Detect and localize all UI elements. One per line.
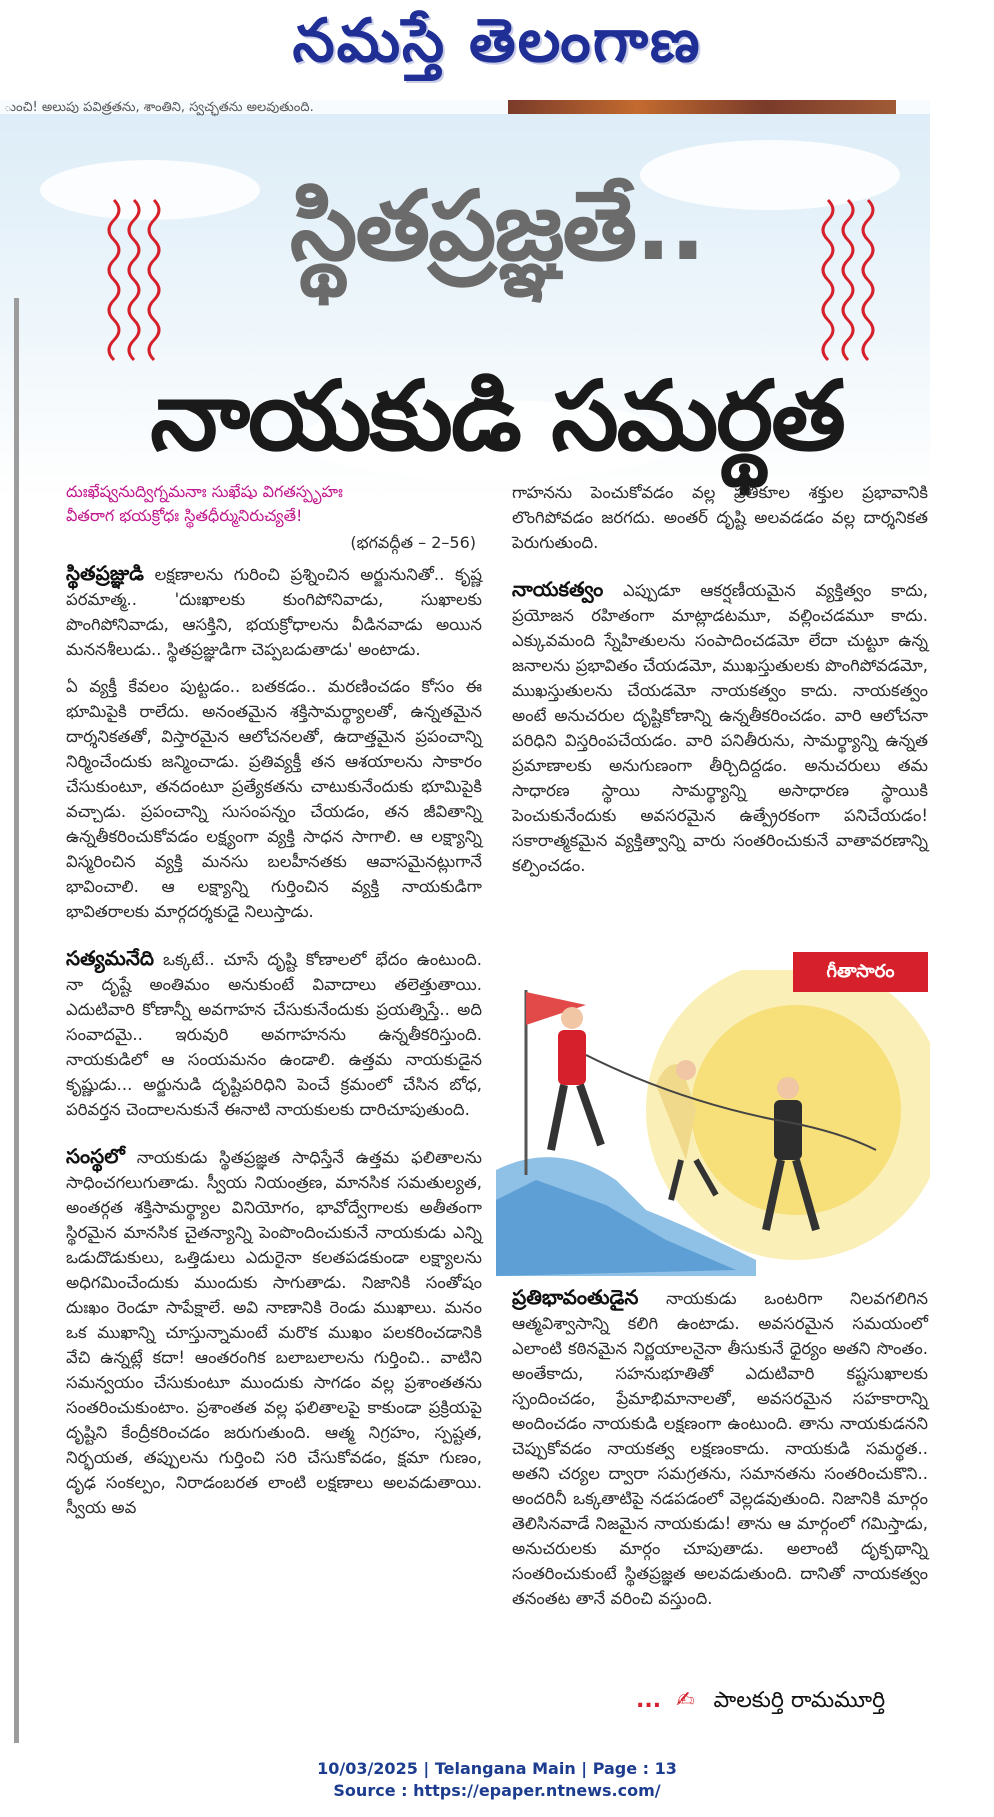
- paragraph: గాహనను పెంచుకోవడం వల్ల ప్రతికూల శక్తుల ప్రభావానికి లొంగిపోవడం జరగదు. అంతర్ దృష్టి అలవడడం వల్ల దార్శనికత పెరుగుతుంది.: [512, 483, 928, 552]
- headline-line-1: స్థితప్రజ్ఞతే..: [289, 170, 705, 282]
- paragraph-lead: సంస్థలో: [66, 1144, 125, 1168]
- team-climbing-illustration-icon: [496, 970, 930, 1276]
- newspaper-logo: నమస్తే తెలంగాణ: [292, 6, 702, 76]
- paragraph: [66, 1144, 482, 1520]
- page-footer: [0, 1758, 994, 1802]
- source-link[interactable]: Source : https://epaper.ntnews.com/: [333, 1781, 661, 1800]
- left-column-rule: [14, 298, 19, 1743]
- hero-strip: [0, 100, 930, 114]
- leadership-illustration: [496, 970, 930, 1276]
- paragraph-lead: సత్యమనేది: [66, 946, 154, 970]
- pen-icon: ✍: [676, 1688, 695, 1713]
- edition-info: 10/03/2025 | Telangana Main | Page : 13: [317, 1759, 677, 1778]
- paragraph: [512, 577, 928, 878]
- section-tag: గీతాసారం: [793, 952, 928, 992]
- paragraph-body: లక్షణాలను గురించి ప్రశ్నించిన అర్జునునితో.. కృష్ణ పరమాత్మ.. 'దుఃఖాలకు కుంగిపోనివాడు, సుఖాలకు పొంగిపోనివాడు, ఆసక్తిని, భయక్రోధాలను వీడినవాడు అయిన మననశీలుడు.. స్థితప్రజ్ఞుడిగా చెప్పబడుతాడు' అంటాడు.: [66, 565, 482, 659]
- masthead: [0, 0, 994, 100]
- paragraph-body: నాయకుడు స్థితప్రజ్ఞత సాధిస్తేనే ఉత్తమ ఫలితాలను సాధించగలుగుతాడు. స్వీయ నియంత్రణ, మానసిక సమతుల్యత, అంతర్గత శక్తిసామర్థ్యాల వినియోగం, భావోద్వేగాలకు అతీతంగా స్థిరమైన మానసిక చైతన్యాన్ని పెంపొందించుకునే నాయకుడు ఎన్ని ఒడుదొడుకులు, ఒత్తిడులు ఎదురైనా కలతపడకుండా లక్ష్యాలను అధిగమించేందుకు ముందుకు సాగుతాడు. నిజానికి సంతోషం దుఃఖం రెండూ సాపేక్షాలే. అవి నాణానికి రెండు ముఖాలు. మనం ఒక ముఖాన్ని చూస్తున్నామంటే మరొక ముఖం పలకరించడానికి వేచి ఉన్నట్లే కదా! ఆంతరంగిక బలాబలాలను గుర్తించి.. వాటిని సమన్వయం చేసుకుంటూ ముందుకు సాగడం వల్ల ప్రశాంతతను సంతరించుకుంటాం. ప్రశాంతత వల్ల ఫలితాలపై కాకుండా ప్రక్రియపై దృష్టిని కేంద్రీకరించడం జరుగుతుంది. ఆత్మ నిగ్రహం, స్పష్టత, నిర్భయత, తప్పులను గుర్తించి సరి చేసుకోవడం, క్షమా గుణం, దృఢ సంకల్పం, నిరాడంబరత లాంటి లక్షణాలు అలవడుతాయి. స్వీయ అవ: [66, 1148, 482, 1517]
- byline-dots: ...: [636, 1688, 662, 1713]
- verse-line-1: దుఃఖేష్వనుద్విగ్నమనాః సుఖేషు విగతస్పృహః: [66, 482, 343, 501]
- verse-reference: (భగవద్గీత – 2–56): [350, 533, 476, 552]
- paragraph-lead: నాయకత్వం: [512, 577, 604, 601]
- paragraph-lead: ప్రతిభావంతుడైన: [512, 1285, 639, 1309]
- paragraph-lead: స్థితప్రజ్ఞుడి: [66, 561, 144, 585]
- previous-article-snippet: ుంచి! అలుపు పవిత్రతను, శాంతిని, స్వచ్ఛతను అలవుతుంది.: [4, 100, 314, 115]
- byline: [636, 1688, 936, 1718]
- headline-line-2: నాయకుడి సమర్థత: [150, 360, 844, 472]
- verse-line-2: వీతరాగ భయక్రోధః స్థితధీర్మునిరుచ్యతే!: [66, 506, 303, 525]
- paragraph-body: ఒక్కటే.. చూసే దృష్టి కోణాలలో భేదం ఉంటుంది. నా దృష్టే అంతిమం అనుకుంటే వివాదాలు తలెత్తుతాయి. ఎదుటివారి కోణాన్నీ అవగాహన చేసుకునేందుకు ప్రయత్నిస్తే.. అది సంవాదమై.. ఇరువురి అవగాహనను ఉన్నతీకరిస్తుంది. నాయకుడిలో ఆ సంయమనం ఉండాలి. ఉత్తమ నాయకుడైన కృష్ణుడు... అర్జునుడి దృష్టిపరిధిని పెంచే క్రమంలో చేసిన బోధ, పరివర్తన చెందాలనుకునే ఈనాటి నాయకులకు దారిచూపుతుంది.: [66, 950, 482, 1119]
- paragraph: [66, 561, 482, 662]
- paragraph-body: నాయకుడు ఒంటరిగా నిలవగలిగిన ఆత్మవిశ్వాసాన్ని కలిగి ఉంటాడు. అవసరమైన సమయంలో ఎలాంటి కఠినమైన నిర్ణయాలనైనా తీసుకునే ధైర్యం అతని సొంతం. అంతేకాదు, సహనుభూతితో ఎదుటివారి కష్టసుఖాలకు స్పందించడం, ప్రేమాభిమానాలతో, అవసరమైన సహకారాన్ని అందించడం నాయకుడి లక్షణంగా ఉంటుంది. తాను నాయకుడనని చెప్పుకోవడం నాయకత్వ లక్షణంకాదు. నాయకుడి సమర్థత.. అతని చర్యల ద్వారా సమగ్రతను, సమానతను సంతరించుకొని.. అందరినీ ఒక్కతాటిపై నడపడంలో వెల్లడవుతుంది. నిజానికి మార్గం తెలిసినవాడే నిజమైన నాయకుడు! తాను ఆ మార్గంలో గమిస్తాడు, అనుచరులకు మార్గం చూపుతాడు. అలాంటి దృక్పథాన్ని సంతరించుకుంటే స్థితప్రజ్ఞత అలవడుతుంది. దానితో నాయకత్వం తనంతట తానే వరించి వస్తుంది.: [512, 1289, 928, 1608]
- paragraph: [512, 1285, 928, 1611]
- sanskrit-verse: [66, 480, 482, 528]
- left-column: [66, 480, 482, 1532]
- author-name: పాలకుర్తి రామమూర్తి: [713, 1688, 886, 1713]
- paragraph-body: ఎప్పుడూ ఆకర్షణీయమైన వ్యక్తిత్వం కాదు, ప్రయోజన రహితంగా మాట్లాడటమూ, వల్లించడమూ కాదు. ఎక్కువమంది స్నేహితులను సంపాదించడమో లేదా చుట్టూ ఉన్న జనాలను ప్రభావితం చేయడమో, ముఖస్తుతులకు పొంగిపోవడమో, ముఖస్తుతులను చేయడమో నాయకత్వం కాదు. నాయకత్వం అంటే అనుచరుల దృష్టికోణాన్ని ఉన్నతీకరించడం. వారి ఆలోచనా పరిధిని విస్తరింపచేయడం. వారి పనితీరును, సామర్థ్యాన్ని ఉన్నత ప్రమాణాలకు అనుగుణంగా తీర్చిదిద్దడం. అనుచరులు తమ సాధారణ స్థాయి సామర్థ్యాన్ని అసాధారణ స్థాయికి పెంచుకునేందుకు అవసరమైన ఉత్ప్రేరకంగా పనిచేయడం! సకారాత్మకమైన వ్యక్తిత్వాన్ని వారు సంతరించుకునే వాతావరణాన్ని కల్పించడం.: [512, 581, 928, 875]
- previous-article-image: [508, 100, 896, 114]
- paragraph: ఏ వ్యక్తీ కేవలం పుట్టడం.. బతకడం.. మరణించడం కోసం ఈ భూమిపైకి రాలేదు. అనంతమైన శక్తిసామర్థ్యాలతో, ఉన్నతమైన దార్శనికతతో, విస్తారమైన ఆలోచనలతో, ఉదాత్తమైన ప్రపంచాన్ని నిర్మించేందుకు జన్మించాడు. ప్రతివ్యక్తీ తన ఆశయాలను సాకారం చేసుకుంటూ, తనదంటూ ప్రత్యేకతను చాటుకునేందుకు భూమిపైకి వచ్చాడు. ప్రపంచాన్ని సుసంపన్నం చేయడం, తన జీవితాన్ని ఉన్నతీకరించుకోవడం లక్ష్యంగా వ్యక్తి సాధన సాగాలి. ఆ లక్ష్యాన్ని విస్మరించిన వ్యక్తి మనసు బలహీనతకు ఆవాసమైనట్లుగానే భావించాలి. ఆ లక్ష్యాన్ని గుర్తించిన వ్యక్తి నాయకుడిగా భావితరాలకు మార్గదర్శకుడై నిలుస్తాడు.: [66, 677, 482, 921]
- paragraph: [66, 946, 482, 1122]
- right-column-bottom: [512, 1285, 928, 1623]
- right-column-top: [512, 480, 928, 890]
